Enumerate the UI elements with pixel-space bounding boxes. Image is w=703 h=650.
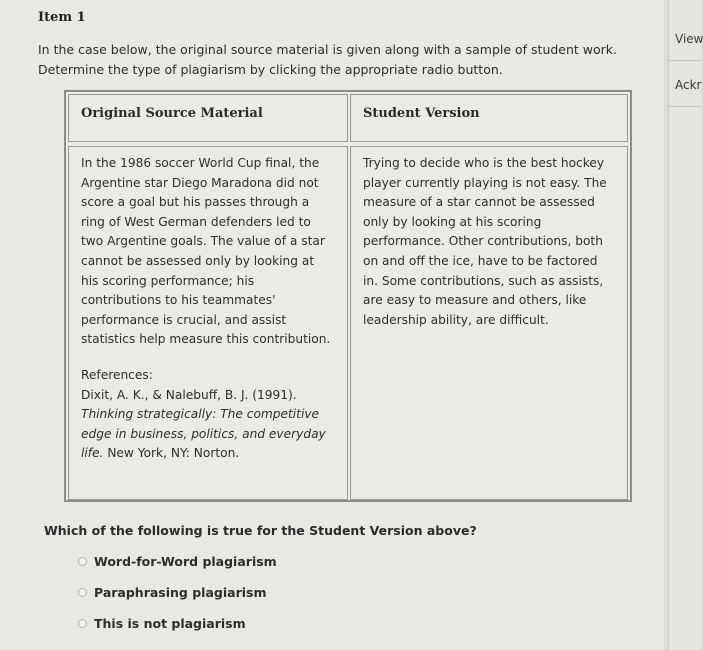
- reference-title-end: life.: [81, 446, 104, 461]
- side-panel-divider: [669, 106, 701, 107]
- view-link[interactable]: View: [675, 32, 703, 46]
- right-side-panel: [668, 0, 701, 650]
- option-paraphrasing[interactable]: [78, 585, 266, 600]
- student-version-header: Student Version: [350, 94, 628, 142]
- original-source-header: Original Source Material: [68, 94, 348, 142]
- side-panel-divider: [669, 60, 701, 61]
- student-text-line: leadership ability, are difficult.: [363, 312, 549, 327]
- references-block: [81, 366, 337, 464]
- student-text-line: performance. Other contributions, both: [363, 234, 603, 249]
- comparison-table: [64, 90, 632, 502]
- original-text-line: his scoring performance; his: [81, 273, 255, 288]
- student-text-line: in. Some contributions, such as assists,: [363, 273, 604, 288]
- original-text-line: statistics help measure this contribution.: [81, 332, 331, 347]
- option-word-for-word[interactable]: [78, 554, 277, 569]
- student-text-line: Trying to decide who is the best hockey: [363, 156, 605, 170]
- student-version-cell: [350, 146, 628, 500]
- original-text-line: Argentine star Diego Maradona did not: [81, 175, 319, 190]
- original-text-line: two Argentine goals. The value of a star: [81, 234, 325, 249]
- reference-publisher: New York, NY: Norton.: [107, 446, 240, 461]
- item-title: Item 1: [38, 10, 86, 25]
- student-text-line: on and off the ice, have to be factored: [363, 253, 598, 268]
- radio-button-paraphrasing[interactable]: [78, 588, 87, 597]
- option-not-plagiarism[interactable]: [78, 616, 246, 631]
- reference-title-line: edge in business, politics, and everyday: [81, 426, 326, 441]
- option-label: Word-for-Word plagiarism: [94, 554, 277, 569]
- instructions: [38, 40, 638, 80]
- question-prompt: Which of the following is true for the Student Version above?: [44, 523, 477, 538]
- student-text-line: measure of a star cannot be assessed: [363, 195, 595, 210]
- reference-authors: Dixit, A. K., & Nalebuff, B. J. (1991).: [81, 387, 297, 402]
- original-text-line: ring of West German defenders led to: [81, 214, 311, 229]
- original-source-cell: [68, 146, 348, 500]
- option-label: Paraphrasing plagiarism: [94, 585, 267, 600]
- instruction-line-1: In the case below, the original source material is given along with a sample of student work.: [38, 42, 618, 57]
- student-text-line: are easy to measure and others, like: [363, 293, 587, 308]
- references-label: References:: [81, 367, 153, 382]
- instruction-line-2: Determine the type of plagiarism by clicking the appropriate radio button.: [38, 62, 503, 77]
- original-text-line: performance is crucial, and assist: [81, 312, 287, 327]
- acknowledgement-link[interactable]: Ackr: [675, 78, 702, 92]
- radio-button-not-plagiarism[interactable]: [78, 619, 87, 628]
- original-text-line: contributions to his teammates': [81, 293, 276, 308]
- original-text-line: In the 1986 soccer World Cup final, the: [81, 156, 320, 170]
- original-text-line: cannot be assessed only by looking at: [81, 253, 315, 268]
- student-text-line: player currently playing is not easy. The: [363, 175, 607, 190]
- original-text-line: score a goal but his passes through a: [81, 195, 310, 210]
- option-label: This is not plagiarism: [94, 616, 246, 631]
- reference-title-line: Thinking strategically: The competitive: [81, 407, 320, 422]
- student-text-line: only by looking at his scoring: [363, 214, 542, 229]
- reference-last-line: [81, 444, 337, 464]
- radio-button-word-for-word[interactable]: [78, 557, 87, 566]
